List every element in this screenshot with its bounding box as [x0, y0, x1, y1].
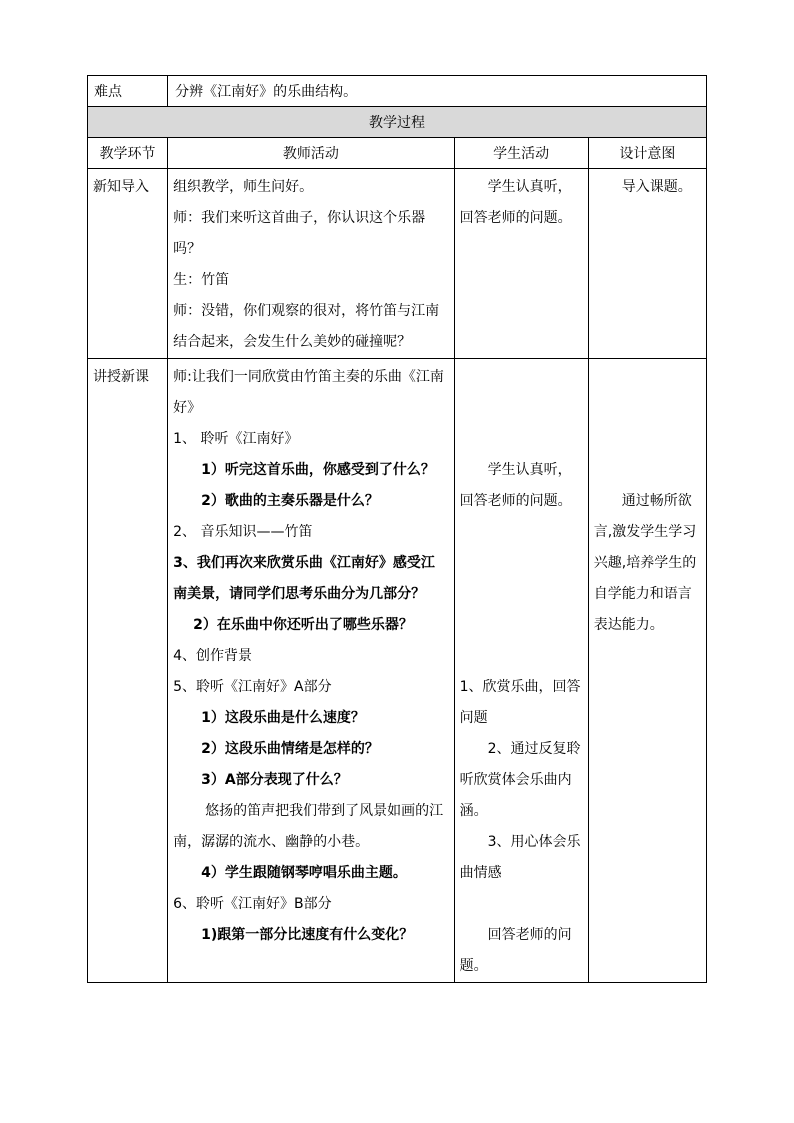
student-cell	[454, 169, 588, 359]
difficulty-value: 分辨《江南好》的乐曲结构。	[168, 76, 707, 107]
header-phase: 教学环节	[88, 138, 168, 169]
student-line: 3、用心体会乐曲情感	[459, 834, 581, 881]
intent-line: 通过畅所欲言,激发学生学习兴趣,培养学生的自学能力和语言表达能力。	[593, 493, 697, 633]
teacher-line: 4、创作背景	[173, 648, 253, 664]
teacher-question: 1）听完这首乐曲，你感受到了什么？	[201, 462, 435, 478]
teacher-question: 1)跟第一部分比速度有什么变化？	[201, 927, 414, 943]
teacher-line: 组织教学，师生问好。	[173, 179, 314, 195]
teacher-question: 2）这段乐曲情绪是怎样的？	[201, 741, 379, 757]
teacher-line: 师：没错，你们观察的很对，将竹笛与江南结合起来，会发生什么美妙的碰撞呢？	[173, 303, 440, 350]
teacher-question: 4）学生跟随钢琴哼唱乐曲主题。	[201, 865, 407, 881]
difficulty-label: 难点	[88, 76, 168, 107]
header-intent: 设计意图	[588, 138, 706, 169]
spacer	[594, 424, 701, 455]
phase-cell: 新知导入	[88, 169, 168, 359]
section-title: 教学过程	[88, 107, 707, 138]
student-line: 学生认真听，回答老师的问题。	[459, 179, 572, 226]
table-row	[88, 169, 707, 359]
phase-cell: 讲授新课	[88, 359, 168, 983]
intent-cell	[588, 359, 706, 983]
teacher-question: 1）这段乐曲是什么速度？	[201, 710, 365, 726]
teacher-cell	[168, 169, 454, 359]
intent-cell	[588, 169, 706, 359]
teacher-line: 5、聆听《江南好》A部分	[173, 679, 332, 695]
student-line: 2、通过反复聆听欣赏体会乐曲内涵。	[459, 741, 581, 819]
spacer	[460, 517, 583, 641]
spacer	[460, 362, 583, 424]
teacher-line: 2、 音乐知识——竹笛	[173, 524, 313, 540]
teacher-line: 6、聆听《江南好》B部分	[173, 896, 332, 912]
teacher-line: 生：竹笛	[173, 272, 230, 288]
student-line: 1、欣赏乐曲，回答问题	[459, 679, 581, 726]
section-row	[88, 107, 707, 138]
teacher-line: 师：我们来听这首曲子，你认识这个乐器吗？	[173, 210, 426, 257]
table-row	[88, 359, 707, 983]
intent-line: 导入课题。	[621, 179, 692, 195]
teacher-line: 1、 聆听《江南好》	[173, 431, 299, 447]
difficulty-row	[88, 76, 707, 107]
teacher-question: 3、我们再次来欣赏乐曲《江南好》感受江南美景，请同学们思考乐曲分为几部分？	[173, 555, 435, 602]
student-cell	[454, 359, 588, 983]
spacer	[594, 455, 701, 486]
header-row	[88, 138, 707, 169]
teacher-line: 悠扬的笛声把我们带到了风景如画的江南，潺潺的流水、幽静的小巷。	[173, 803, 444, 850]
header-student: 学生活动	[454, 138, 588, 169]
teacher-question: 2）在乐曲中你还听出了哪些乐器？	[193, 617, 413, 633]
student-line: 学生认真听，回答老师的问题。	[459, 462, 572, 509]
spacer	[594, 362, 701, 424]
teacher-question: 2）歌曲的主奏乐器是什么？	[201, 493, 379, 509]
student-line: 回答老师的问题。	[459, 927, 572, 974]
teacher-cell	[168, 359, 454, 983]
header-teacher: 教师活动	[168, 138, 454, 169]
spacer	[460, 889, 583, 920]
spacer	[460, 641, 583, 672]
spacer	[460, 424, 583, 455]
lesson-plan-table	[87, 75, 707, 983]
teacher-line: 师:让我们一同欣赏由竹笛主奏的乐曲《江南好》	[173, 369, 444, 416]
teacher-question: 3）A部分表现了什么？	[201, 772, 348, 788]
